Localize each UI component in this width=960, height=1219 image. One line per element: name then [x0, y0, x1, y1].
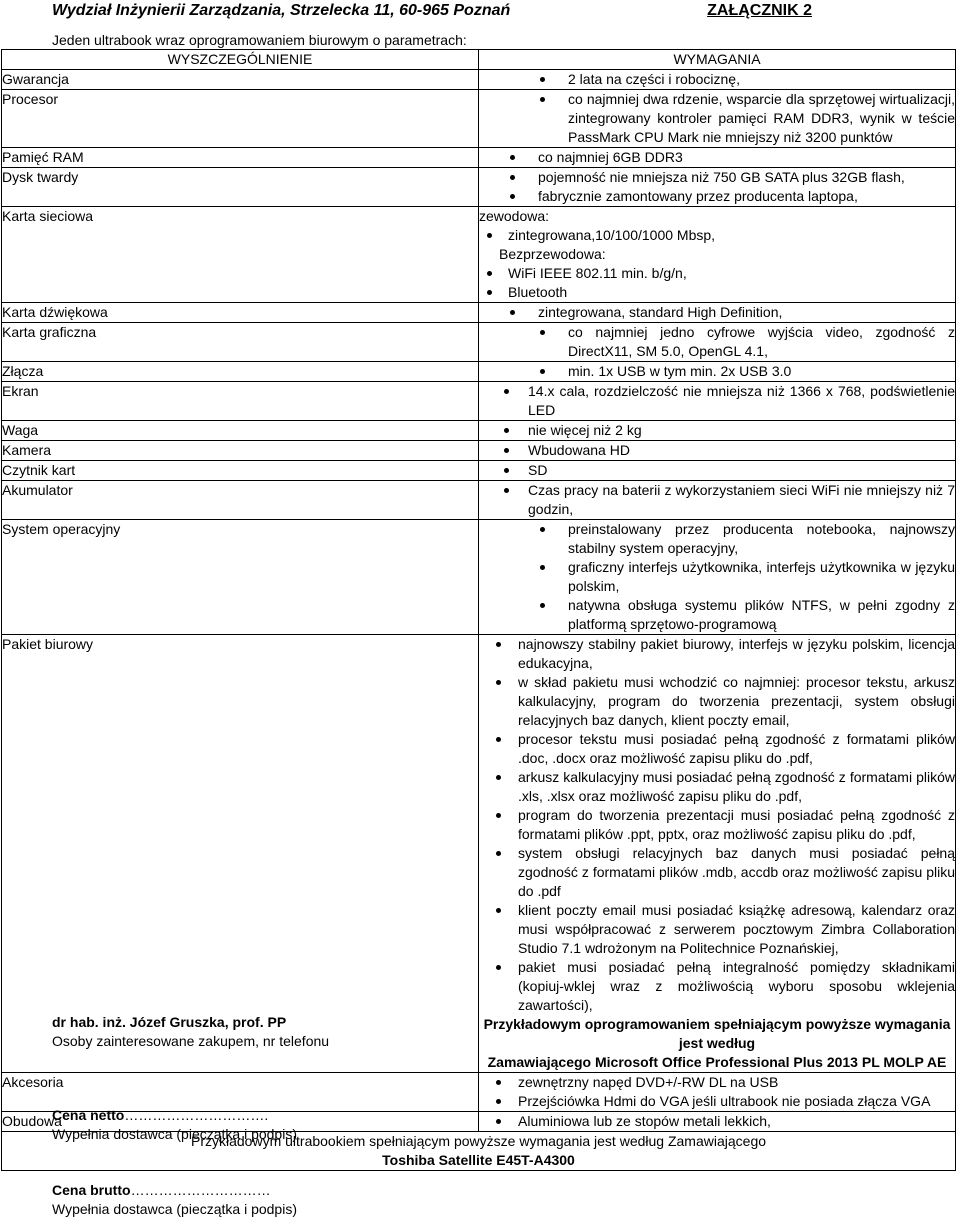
signature-name: dr hab. inż. Józef Gruszka, prof. PP [52, 1014, 287, 1030]
table-row [2, 481, 956, 520]
list-item: graficzny interfejs użytkownika, interfejs użytkownika w języku polskim, [479, 558, 955, 596]
row-label: Czytnik kart [2, 461, 479, 481]
net-price-note: Wypełnia dostawca (pieczątka i podpis) [52, 1126, 297, 1142]
table-row [2, 168, 956, 207]
list-item: Czas pracy na baterii z wykorzystaniem sieci WiFi nie mniejszy niż 7 godzin, [479, 481, 955, 519]
row-label: Złącza [2, 362, 479, 382]
list-item: nie więcej niż 2 kg [479, 421, 955, 440]
table-row [2, 461, 956, 481]
list-item: 2 lata na części i robociznę, [479, 70, 955, 89]
list-item: fabrycznie zamontowany przez producenta laptopa, [479, 187, 955, 206]
row-label: Procesor [2, 90, 479, 148]
table-row [2, 382, 956, 421]
row-label: System operacyjny [2, 520, 479, 635]
row-label: Pakiet biurowy [2, 635, 479, 1073]
signature-block [52, 1013, 329, 1051]
row-label: Waga [2, 421, 479, 441]
table-row [2, 70, 956, 90]
list-item: 14.x cala, rozdzielczość nie mniejsza niż 1366 x 768, podświetlenie LED [479, 382, 955, 420]
row-label: Karta graficzna [2, 323, 479, 362]
list-item: co najmniej dwa rdzenie, wsparcie dla sprzętowej wirtualizacji, zintegrowany kontroler pamięci RAM DDR3, wynik w teście PassMark CPU Mark nie mniejszy niż 3200 punktów [479, 90, 955, 147]
list-item: zintegrowana, standard High Definition, [479, 303, 955, 322]
wireless-heading: Bezprzewodowa: [499, 246, 606, 262]
row-label: Ekran [2, 382, 479, 421]
list-item: arkusz kalkulacyjny musi posiadać pełną zgodność z formatami plików .xls, .xlsx oraz możliwość zapisu pliku do .pdf, [479, 768, 955, 806]
table-row [2, 421, 956, 441]
table-row [2, 148, 956, 168]
net-price-block [52, 1106, 297, 1144]
list-item: Aluminiowa lub ze stopów metali lekkich, [479, 1112, 955, 1131]
example-software-name: Zamawiającego Microsoft Office Professional Plus 2013 PL MOLP AE [487, 1054, 947, 1070]
list-item: najnowszy stabilny pakiet biurowy, interfejs w języku polskim, licencja edukacyjna, [479, 635, 955, 673]
net-price-field: …………………………. [124, 1107, 269, 1123]
row-label: Akcesoria [2, 1073, 479, 1112]
list-item: co najmniej jedno cyfrowe wyjścia video, zgodność z DirectX11, SM 5.0, OpenGL 4.1, [479, 323, 955, 361]
gross-price-field: ………………………… [130, 1182, 271, 1198]
intro-text: Jeden ultrabook wraz oprogramowaniem biurowym o parametrach: [52, 32, 467, 48]
list-item: Przejściówka Hdmi do VGA jeśli ultrabook nie posiada złącza VGA [479, 1092, 955, 1111]
row-label: Gwarancja [2, 70, 479, 90]
row-label: Karta sieciowa [2, 207, 479, 303]
table-row [2, 323, 956, 362]
list-item: WiFi IEEE 802.11 min. b/g/n, [479, 264, 955, 283]
list-item: system obsługi relacyjnych baz danych musi posiadać pełną zgodność z formatami plików .mdb, accdb oraz możliwość zapisu pliku do .pdf [479, 844, 955, 901]
list-item: Bluetooth [479, 283, 955, 302]
table-row [2, 303, 956, 323]
list-item: klient poczty email musi posiadać książkę adresową, kalendarz oraz musi współpracować z serwerem pocztowym Zimbra Collaboration Studio 7.1 wdrożonym na Politechnice Poznańskiej, [479, 901, 955, 958]
list-item: program do tworzenia prezentacji musi posiadać pełną zgodność z formatami plików .ppt, pptx, oraz możliwość zapisu pliku do .pdf, [479, 806, 955, 844]
example-software-line: Przykładowym oprogramowaniem spełniającym powyższe wymagania jest według [483, 1016, 951, 1051]
list-item: pojemność nie mniejsza niż 750 GB SATA plus 32GB flash, [479, 168, 955, 187]
list-item: min. 1x USB w tym min. 2x USB 3.0 [479, 362, 955, 381]
net-price-label: Cena netto [52, 1107, 125, 1123]
row-label: Pamięć RAM [2, 148, 479, 168]
table-row [2, 207, 956, 303]
faculty-address: Wydział Inżynierii Zarządzania, Strzelecka 11, 60-965 Poznań [52, 2, 511, 19]
table-header-row [2, 50, 956, 70]
example-ultrabook-name: Toshiba Satellite E45T-A4300 [382, 1152, 575, 1168]
list-item: Wbudowana HD [479, 441, 955, 460]
contact-line: Osoby zainteresowane zakupem, nr telefonu [52, 1033, 330, 1049]
table-row [2, 635, 956, 1073]
gross-price-label: Cena brutto [52, 1182, 131, 1198]
table-row [2, 362, 956, 382]
list-item: pakiet musi posiadać pełną integralność pomiędzy składnikami (kopiuj-wklej wraz z możliwością wyboru sposobu wklejenia zawartości), [479, 958, 955, 1015]
row-label: Dysk twardy [2, 168, 479, 207]
list-item: w skład pakietu musi wchodzić co najmniej: procesor tekstu, arkusz kalkulacyjny, program do tworzenia prezentacji, system obsługi relacyjnych baz danych, klient poczty email, [479, 673, 955, 730]
spec-table [1, 49, 956, 1171]
table-row [2, 441, 956, 461]
example-ultrabook-line: Przykładowym ultrabookiem spełniającym powyższe wymagania jest według Zamawiającego [190, 1133, 767, 1149]
table-row [2, 90, 956, 148]
list-item: zintegrowana,10/100/1000 Mbsp, [479, 226, 955, 245]
col-header-requirements: WYMAGANIA [479, 50, 956, 70]
gross-price-note: Wypełnia dostawca (pieczątka i podpis) [52, 1201, 297, 1217]
row-label: Kamera [2, 441, 479, 461]
row-label: Karta dźwiękowa [2, 303, 479, 323]
list-item: co najmniej 6GB DDR3 [479, 148, 955, 167]
attachment-title: ZAŁĄCZNIK 2 [707, 2, 812, 19]
row-label: Akumulator [2, 481, 479, 520]
table-row [2, 520, 956, 635]
col-header-spec: WYSZCZEGÓLNIENIE [2, 50, 479, 70]
wired-heading: zewodowa: [479, 208, 550, 224]
list-item: zewnętrzny napęd DVD+/-RW DL na USB [479, 1073, 955, 1092]
gross-price-block [52, 1181, 297, 1219]
list-item: SD [479, 461, 955, 480]
row-label: Obudowa [2, 1112, 479, 1132]
list-item: preinstalowany przez producenta notebooka, najnowszy stabilny system operacyjny, [479, 520, 955, 558]
list-item: procesor tekstu musi posiadać pełną zgodność z formatami plików .doc, .docx oraz możliwość zapisu pliku do .pdf, [479, 730, 955, 768]
page-header [52, 2, 812, 22]
list-item: natywna obsługa systemu plików NTFS, w pełni zgodny z platformą sprzętowo-programową [479, 596, 955, 634]
